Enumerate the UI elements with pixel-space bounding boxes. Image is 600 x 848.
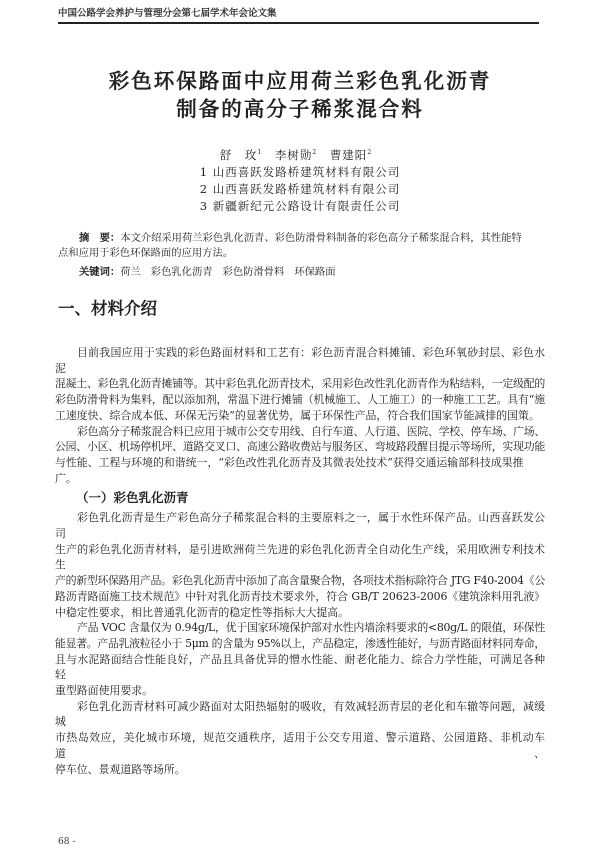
abstract-label: 摘 要： bbox=[79, 232, 121, 244]
page-number: 68 - bbox=[58, 837, 76, 848]
author-name: 李树勋 bbox=[274, 148, 313, 162]
paragraph-line: 目前我国应用于实践的彩色路面材料和工艺有：彩色沥青混合料摊铺、彩色环氧砂封层、彩色水泥 bbox=[55, 346, 545, 375]
section-heading: 一、材料介绍 bbox=[58, 299, 157, 318]
abstract bbox=[58, 231, 536, 261]
paragraph-line: 公园、小区、机场停机坪、道路交叉口、高速公路收费站与服务区、弯坡路段醒目提示等场所，实现功能 bbox=[55, 440, 545, 454]
author-list bbox=[55, 147, 545, 164]
author-affiliation-mark: 2 bbox=[312, 149, 318, 156]
paragraph-line: 彩色高分子稀浆混合料已应用于城市公交专用线、自行车道、人行道、医院、学校、停车场、广场、 bbox=[77, 424, 545, 438]
author-name: 曹建阳 bbox=[329, 148, 368, 162]
keywords bbox=[58, 265, 536, 280]
abstract-text: 本文介绍采用荷兰彩色乳化沥青、彩色防滑骨料制备的彩色高分子稀浆混合料，其性能特 bbox=[120, 232, 522, 244]
paragraph-line: 彩色乳化沥青是生产彩色高分子稀浆混合料的主要原料之一，属于水性环保产品。山西喜跃发公司 bbox=[55, 511, 545, 541]
body-text-block bbox=[55, 345, 545, 486]
paragraph-line: 停车位、景观道路等场所。 bbox=[55, 762, 186, 776]
running-head: 中国公路学会养护与管理分会第七届学术年会论文集 bbox=[58, 8, 277, 19]
keyword: 荷兰 bbox=[120, 266, 141, 278]
affiliation: 3 新疆新纪元公路设计有限责任公司 bbox=[199, 199, 401, 213]
paragraph-line: 与性能、工程与环境的和谐统一，“彩色改性乳化沥青及其微表处技术”获得交通运输部科技成果推广。 bbox=[55, 455, 524, 485]
abstract-text: 点和应用于彩色环保路面的应用方法。 bbox=[58, 247, 234, 259]
paragraph-line: 市热岛效应，美化城市环境，规范交通秩序，适用于公交专用道、警示道路、公园道路、非机动车道、 bbox=[55, 731, 545, 760]
paper-title-line-2: 制备的高分子稀浆混合料 bbox=[176, 97, 424, 121]
paragraph-line: 产的新型环保路用产品。彩色乳化沥青中添加了高含量聚合物，各项技术指标除符合 JTG F40-2004《公 bbox=[55, 574, 545, 588]
paragraph-line: 彩色防滑骨料为集料，配以添加剂，常温下进行摊铺（机械施工、人工施工）的一种施工工艺。具有“施 bbox=[55, 393, 545, 407]
header-rule bbox=[58, 22, 539, 24]
paper-title-line-1: 彩色环保路面中应用荷兰彩色乳化沥青 bbox=[108, 69, 492, 93]
document-page bbox=[0, 8, 600, 848]
keyword: 彩色乳化沥青 bbox=[150, 266, 213, 278]
paragraph-line: 生产的彩色乳化沥青材料，是引进欧洲荷兰先进的彩色乳化沥青全自动化生产线，采用欧洲专利技术生 bbox=[55, 542, 545, 572]
keyword: 彩色防滑骨料 bbox=[222, 266, 285, 278]
paragraph-line: 中稳定性要求，相比普通乳化沥青的稳定性等指标大大提高。 bbox=[55, 605, 350, 619]
keywords-label: 关键词： bbox=[79, 266, 121, 278]
paragraph-line: 产品 VOC 含量仅为 0.94g/L，优于国家环境保护部对水性内墙涂料要求的<80g/L 的限值，环保性 bbox=[77, 621, 545, 635]
author-affiliation-mark: 2 bbox=[367, 149, 373, 156]
paragraph-line: 彩色乳化沥青材料可减少路面对太阳热辐射的吸收，有效减轻沥青层的老化和车辙等问题，减缓城 bbox=[55, 699, 545, 729]
paragraph-line: 工速度快、综合成本低、环保无污染”的显著优势，属于环保性产品，符合我们国家节能减排的国策。 bbox=[55, 408, 540, 422]
keyword: 环保路面 bbox=[294, 266, 336, 278]
affiliation: 1 山西喜跃发路桥建筑材料有限公司 bbox=[199, 165, 401, 179]
paragraph-line: 重型路面使用要求。 bbox=[55, 684, 154, 698]
subsection-heading: （一）彩色乳化沥青 bbox=[76, 490, 189, 506]
paragraph-line: 能显著。产品乳液粒径小于 5μm 的含量为 95%以上，产品稳定，渗透性能好，与沥青路面材料同寿命， bbox=[55, 636, 545, 650]
affiliation: 2 山西喜跃发路桥建筑材料有限公司 bbox=[199, 182, 401, 196]
author-affiliation-mark: 1 bbox=[257, 149, 263, 156]
author-name: 舒 玫 bbox=[219, 148, 258, 162]
body-text-block bbox=[55, 510, 545, 777]
paragraph-line: 路沥青路面施工技术规范》中针对乳化沥青技术要求外，符合 GB/T 20623-2006《建筑涂料用乳液》 bbox=[55, 589, 545, 603]
paragraph-line: 且与水泥路面结合性能良好，产品且具备优异的憎水性能、耐老化能力、综合力学性能，可满足各种轻 bbox=[55, 652, 545, 682]
paragraph-line: 混凝土、彩色乳化沥青摊铺等。其中彩色乳化沥青技术，采用彩色改性乳化沥青作为粘结料，一定级配的 bbox=[55, 377, 545, 391]
